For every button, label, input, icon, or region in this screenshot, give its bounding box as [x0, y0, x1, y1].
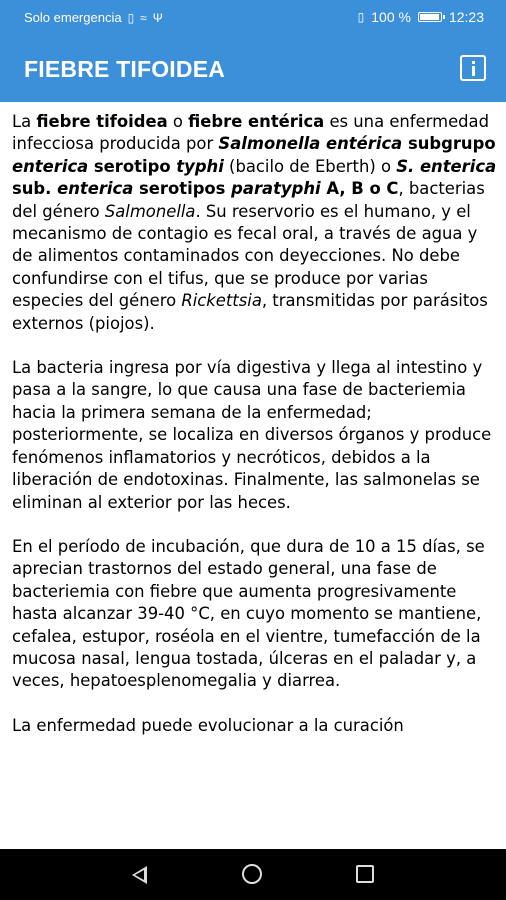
text-run: S. enterica [396, 156, 497, 176]
article-paragraph-1 [12, 111, 500, 335]
info-icon-stem [472, 66, 475, 76]
carrier-label: Solo emergencia [24, 10, 122, 25]
navigation-bar [0, 849, 506, 900]
text-run: sub. [12, 179, 58, 199]
page-title: FIEBRE TIFOIDEA [24, 56, 226, 82]
info-icon[interactable] [460, 55, 486, 81]
text-run: , transmitidas por parásitos externos (piojos). [12, 291, 488, 333]
app-bar [0, 36, 506, 102]
home-icon[interactable] [242, 864, 262, 884]
text-run: Salmonella entérica [218, 134, 403, 154]
text-run: (bacilo de Eberth) o [223, 156, 397, 176]
status-left [24, 10, 163, 25]
text-run: fiebre entérica [188, 112, 325, 131]
text-run: typhi [176, 156, 224, 176]
text-run: serotipos [133, 179, 232, 199]
battery-icon [418, 12, 442, 22]
article-paragraph-3: En el período de incubación, que dura de 10 a 15 días, se aprecian trastornos del estado general, una fase de bacteriemia con fiebre que aumenta progresivamente hasta alcanzar 39-40 °C, en cuyo momento se mantiene, cefalea, estupor, roséola en el vientre, tumefacción de la mucosa nasal, lengua tostada, úlceras en el paladar y, a veces, hepatoesplenomegalia y diarrea. [12, 536, 485, 691]
text-run: subgrupo [402, 134, 496, 154]
text-run: es una enfermedad infecciosa producida por [12, 112, 490, 154]
text-run: paratyphi [231, 179, 321, 199]
info-icon-dot [472, 61, 475, 64]
text-run: serotipo [88, 156, 177, 176]
text-run: fiebre tifoidea [36, 112, 168, 131]
usb-icon: Ψ [152, 10, 163, 25]
text-run: A, B o C [320, 179, 399, 199]
status-bar [0, 0, 506, 36]
clock: 12:23 [448, 9, 484, 25]
text-run: enterica [57, 179, 134, 199]
back-icon[interactable] [132, 866, 147, 884]
battery-percent: 100 % [371, 9, 411, 25]
sim-icon: ▯ [127, 10, 135, 25]
vibrate-icon: ▯ [357, 10, 365, 24]
battery-level-fill [420, 14, 439, 20]
article-scroll[interactable] [12, 111, 500, 849]
article-paragraph-2: La bacteria ingresa por vía digestiva y llega al intestino y pasa a la sangre, lo que causa una fase de bacteriemia hacia la primera semana de la enfermedad; posteriormente, se localiza en diversos órganos y produce fenómenos inflamatorios y necróticos, debidos a la liberación de endotoxinas. Finalmente, las salmonelas se eliminan al exterior por las heces. [12, 358, 492, 512]
recent-apps-icon[interactable] [356, 865, 374, 883]
article-paragraph-4: La enfermedad puede evolucionar a la curación [12, 715, 404, 735]
text-run: Rickettsia [181, 291, 262, 311]
text-run: o [167, 112, 189, 131]
text-run: Salmonella [104, 201, 196, 221]
status-right [358, 9, 484, 25]
text-run: La [12, 112, 37, 131]
wifi-icon: ≈ [140, 10, 147, 25]
text-run: enterica [12, 156, 89, 176]
text-run: , bacterias del género [12, 179, 485, 221]
text-run: . Su reservorio es el humano, y el mecanismo de contagio es fecal oral, a través de agua y de alimentos contaminados con deyecciones. No debe confundirse con el tifus, que se produce por varias especies del género [12, 201, 478, 311]
